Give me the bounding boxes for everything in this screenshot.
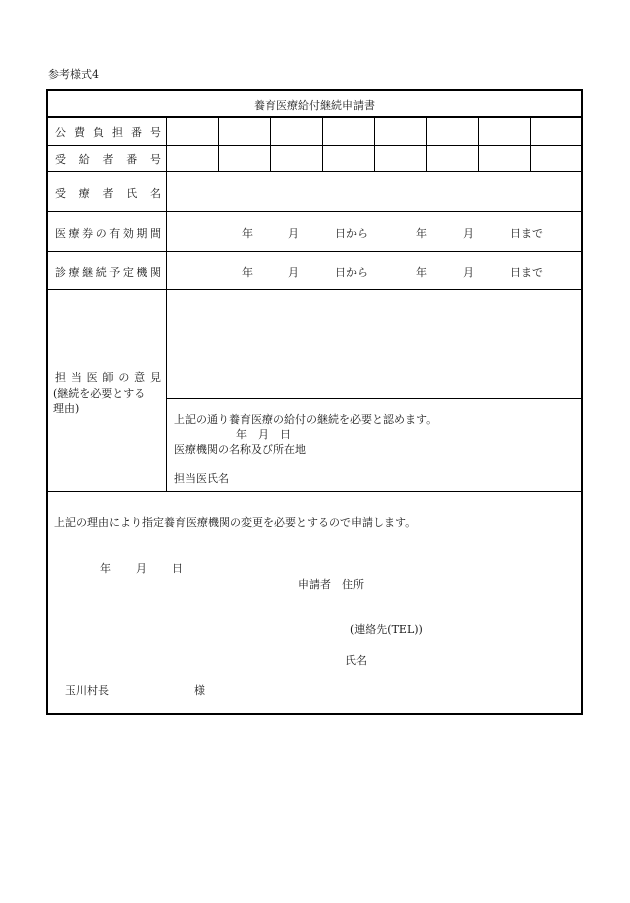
row-divider [48, 289, 581, 290]
validity-period-label: 医 療 券 の 有 効 期 間 [55, 227, 161, 240]
form-label: 参考様式4 [48, 68, 99, 81]
planned-from-month: 月 [288, 266, 299, 279]
digit-divider [322, 117, 323, 171]
planned-from-day: 日から [335, 266, 368, 279]
institution-name-label: 医療機関の名称及び所在地 [174, 443, 306, 456]
applicant-address-label: 申請者 住所 [298, 578, 364, 591]
patient-name-label: 受 療 者 氏 名 [55, 187, 161, 200]
digit-divider [218, 117, 219, 171]
application-month: 月 [136, 562, 147, 575]
digit-divider [530, 117, 531, 171]
label-column-divider [166, 117, 167, 491]
validity-from-month: 月 [288, 227, 299, 240]
validity-to-year: 年 [416, 227, 427, 240]
validity-from-day: 日から [335, 227, 368, 240]
honorific: 様 [194, 684, 205, 697]
planned-to-year: 年 [416, 266, 427, 279]
doctor-opinion-sublabel: (継続を必要とする [53, 387, 146, 400]
digit-divider [374, 117, 375, 171]
doctor-name-label: 担当医氏名 [174, 472, 229, 485]
validity-to-day: 日まで [510, 227, 543, 240]
row-divider [48, 211, 581, 212]
row-divider [48, 251, 581, 252]
planned-to-month: 月 [463, 266, 474, 279]
applicant-name-label: 氏名 [345, 654, 367, 667]
validity-to-month: 月 [463, 227, 474, 240]
validity-from-year: 年 [242, 227, 253, 240]
addressee: 玉川村長 [65, 684, 109, 697]
application-day: 日 [172, 562, 183, 575]
digit-divider [426, 117, 427, 171]
doctor-opinion-label: 担 当 医 師 の 意 見 [55, 371, 161, 384]
application-statement: 上記の理由により指定養育医療機関の変更を必要とするので申請します。 [54, 516, 417, 529]
application-form [46, 89, 583, 715]
contact-label: (連絡先(TEL)) [350, 623, 423, 636]
row-divider [48, 171, 581, 172]
opinion-divider [166, 398, 581, 399]
planned-from-year: 年 [242, 266, 253, 279]
application-year: 年 [100, 562, 111, 575]
title-divider [48, 116, 581, 118]
section-divider [48, 491, 581, 492]
doctor-date: 年 月 日 [236, 428, 291, 441]
form-title: 養育医療給付継続申請書 [254, 99, 375, 112]
planned-period-label: 診 療 継 続 予 定 機 関 [55, 266, 161, 279]
row-divider [48, 145, 581, 146]
doctor-statement: 上記の通り養育医療の給付の継続を必要と認めます。 [174, 413, 438, 426]
planned-to-day: 日まで [510, 266, 543, 279]
doctor-opinion-reason-label: 理由) [53, 402, 80, 415]
recipient-number-label: 受 給 者 番 号 [55, 153, 161, 166]
digit-divider [270, 117, 271, 171]
digit-divider [478, 117, 479, 171]
public-expense-number-label: 公 費 負 担 番 号 [55, 126, 161, 139]
